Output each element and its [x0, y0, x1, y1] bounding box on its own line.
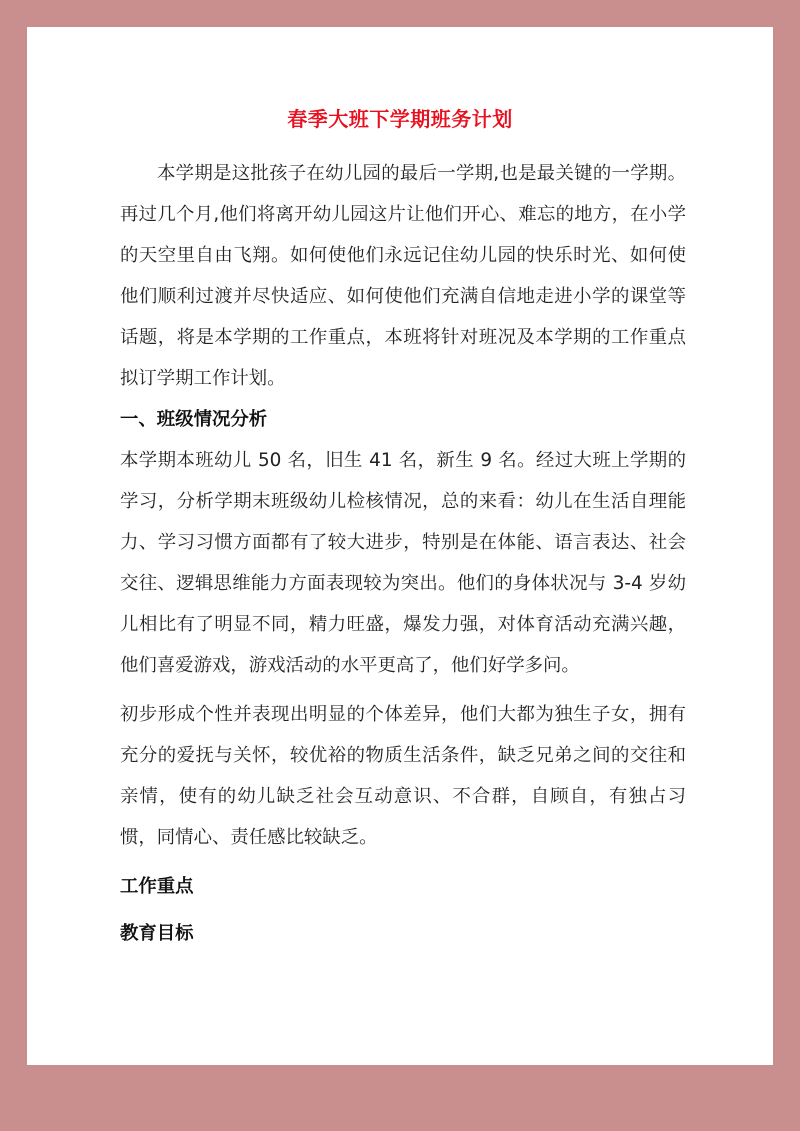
subheading-work-focus: 工作重点: [120, 876, 194, 897]
class-analysis-paragraph-1: 本学期本班幼儿 50 名，旧生 41 名，新生 9 名。经过大班上学期的学习，分析学期末班级幼儿检核情况，总的来看：幼儿在生活自理能力、学习习惯方面都有了较大进步，特别是在体能、语言表达、社会交往、逻辑思维能力方面表现较为突出。他们的身体状况与 3-4 岁幼儿相比有了明显不同，精力旺盛，爆发力强，对体育活动充满兴趣，他们喜爱游戏，游戏活动的水平更高了，他们好学多问。: [120, 450, 686, 676]
document-body: [120, 153, 686, 954]
subheading-education-goals: 教育目标: [120, 923, 194, 944]
document-page: [27, 27, 773, 1065]
intro-paragraph: 本学期是这批孩子在幼儿园的最后一学期,也是最关键的一学期。再过几个月,他们将离开幼儿园这片让他们开心、难忘的地方，在小学的天空里自由飞翔。如何使他们永远记住幼儿园的快乐时光、如何使他们顺利过渡并尽快适应、如何使他们充满自信地走进小学的课堂等话题，将是本学期的工作重点，本班将针对班况及本学期的工作重点拟订学期工作计划。: [120, 163, 686, 389]
section-heading-class-analysis: 一、班级情况分析: [120, 409, 268, 430]
document-title: 春季大班下学期班务计划: [287, 107, 513, 131]
class-analysis-paragraph-2: 初步形成个性并表现出明显的个体差异，他们大都为独生子女，拥有充分的爱抚与关怀，较优裕的物质生活条件，缺乏兄弟之间的交往和亲情，使有的幼儿缺乏社会互动意识、不合群，自顾自，有独占习惯，同情心、责任感比较缺乏。: [120, 704, 686, 848]
